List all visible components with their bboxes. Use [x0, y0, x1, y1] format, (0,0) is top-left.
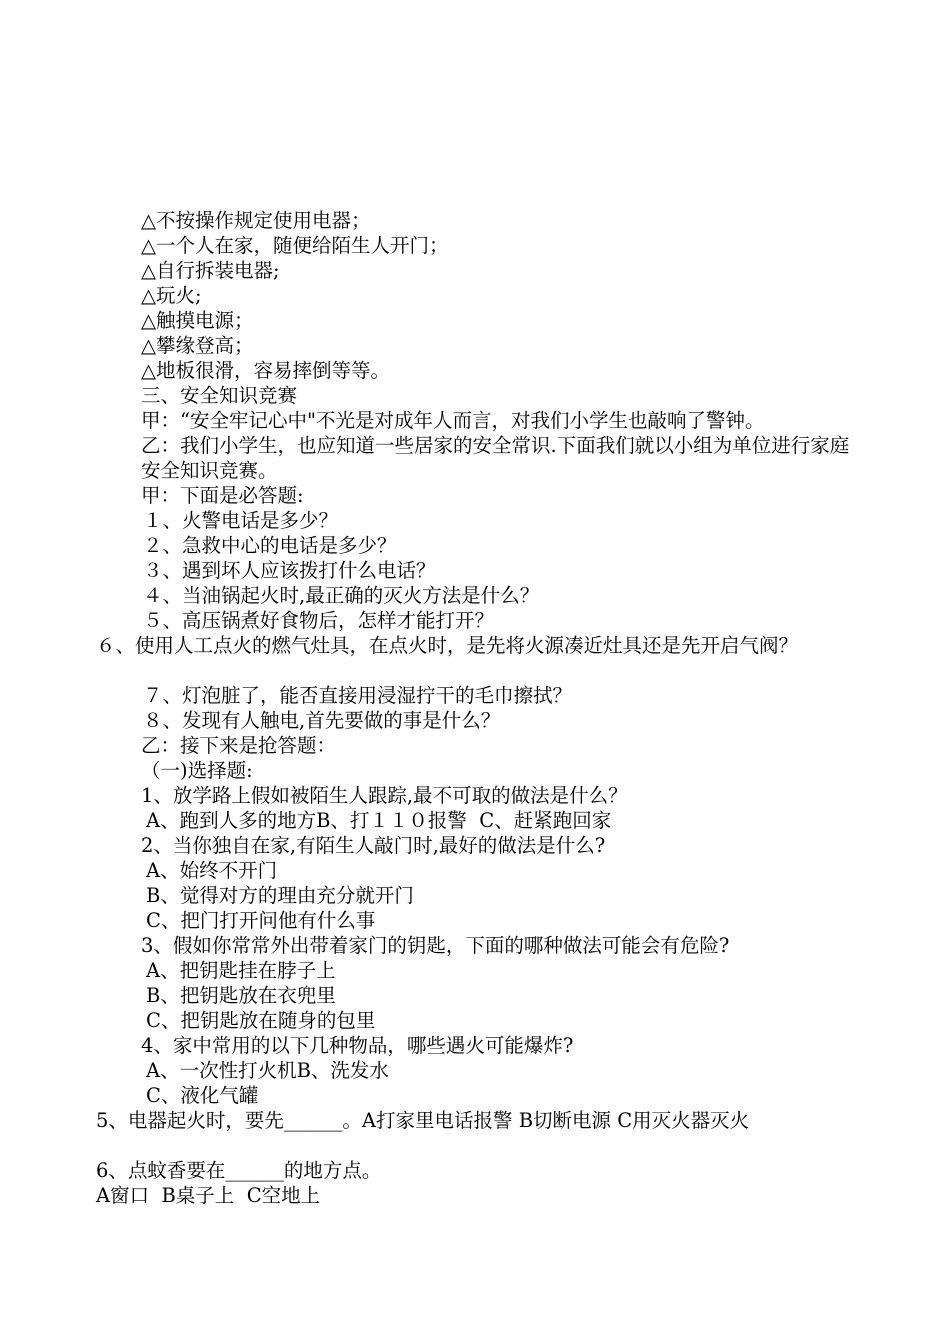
choice-question-3-option-a: A、把钥匙挂在脖子上 — [146, 959, 336, 982]
choice-question-2-option-a: A、始终不开门 — [146, 859, 278, 882]
hazard-item-1: △不按操作规定使用电器； — [141, 209, 371, 232]
required-question-3: ３、遇到坏人应该拨打什么电话？ — [143, 559, 436, 582]
document-body — [96, 208, 858, 1208]
hazard-item-6: △攀缘登高； — [141, 334, 254, 357]
choice-question-2-option-c: C、把门打开问他有什么事 — [146, 909, 376, 932]
choice-question-5: 5、电器起火时，要先______。A打家里电话报警 B切断电源 C用灭火器灭火 — [96, 1109, 750, 1132]
hazard-item-3: △自行拆装电器; — [141, 259, 280, 282]
required-question-7: ７、灯泡脏了，能否直接用浸湿拧干的毛巾擦拭？ — [143, 684, 573, 707]
choice-question-4-options-ab: A、一次性打火机B、洗发水 — [146, 1059, 389, 1082]
choice-question-4: 4、家中常用的以下几种物品，哪些遇火可能爆炸? — [141, 1034, 574, 1057]
choice-section-heading: （一)选择题: — [141, 759, 253, 782]
choice-question-6: 6、点蚊香要在______的地方点。 — [96, 1159, 382, 1182]
required-question-6: ６、使用人工点火的燃气灶具，在点火时，是先将火源凑近灶具还是先开启气阀？ — [96, 634, 799, 657]
choice-question-1: 1、放学路上假如被陌生人跟踪,最不可取的做法是什么？ — [141, 784, 628, 807]
choice-question-1-options: A、跑到人多的地方B、打１１０报警 C、赶紧跑回家 — [146, 809, 612, 832]
dialogue-yi-2: 乙：接下来是抢答题： — [141, 734, 337, 757]
required-question-1: １、火警电话是多少？ — [143, 509, 339, 532]
hazard-item-2: △一个人在家，随便给陌生人开门； — [141, 234, 449, 257]
choice-question-2: 2、当你独自在家,有陌生人敲门时,最好的做法是什么? — [141, 834, 606, 857]
dialogue-jia-1: 甲：“安全牢记心中"不光是对成年人而言，对我们小学生也敲响了警钟。 — [141, 409, 765, 432]
hazard-item-4: △玩火; — [141, 284, 202, 307]
dialogue-yi-1: 乙：我们小学生，也应知道一些居家的安全常识.下面我们就以小组为单位进行家庭安全知识竞赛。 — [141, 434, 850, 482]
choice-question-6-options: A窗口 B桌子上 C空地上 — [96, 1184, 321, 1207]
required-question-2: ２、急救中心的电话是多少？ — [143, 534, 397, 557]
dialogue-jia-2: 甲：下面是必答题: — [141, 484, 304, 507]
choice-question-3-option-b: B、把钥匙放在衣兜里 — [146, 984, 336, 1007]
section-heading: 三、安全知识竞赛 — [141, 384, 298, 407]
required-question-5: ５、高压锅煮好食物后，怎样才能打开？ — [143, 609, 495, 632]
choice-question-4-option-c: C、液化气罐 — [146, 1084, 259, 1107]
required-question-8: ８、发现有人触电,首先要做的事是什么？ — [143, 709, 501, 732]
required-question-4: ４、当油锅起火时,最正确的灭火方法是什么？ — [143, 584, 540, 607]
choice-question-3-option-c: C、把钥匙放在随身的包里 — [146, 1009, 376, 1032]
choice-question-3: 3、假如你常常外出带着家门的钥匙，下面的哪种做法可能会有危险? — [141, 934, 730, 957]
hazard-item-7: △地板很滑，容易摔倒等等。 — [141, 359, 390, 382]
choice-question-2-option-b: B、觉得对方的理由充分就开门 — [146, 884, 414, 907]
hazard-item-5: △触摸电源； — [141, 309, 254, 332]
